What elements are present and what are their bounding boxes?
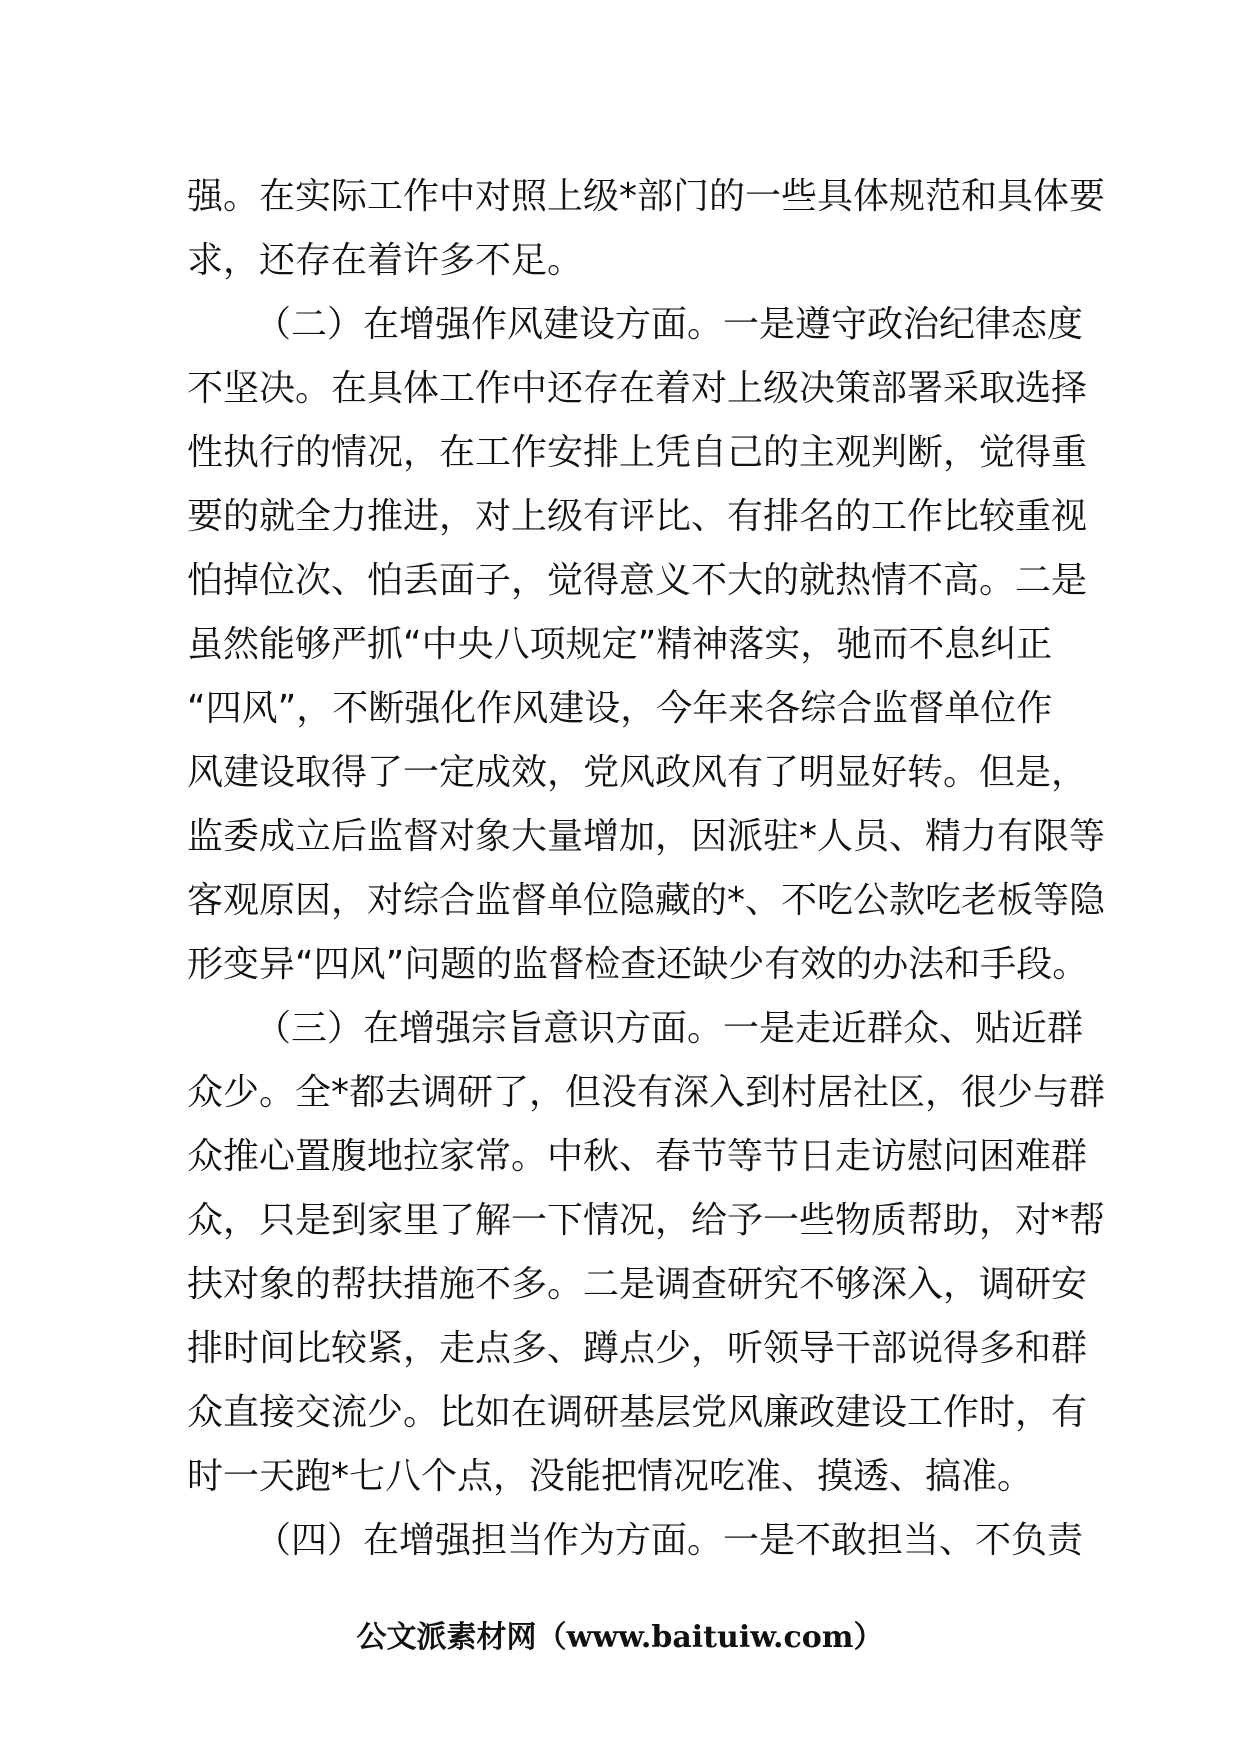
text-line: 求，还存在着许多不足。	[187, 240, 584, 281]
text-line: 众，只是到家里了解一下情况，给予一些物质帮助，对*帮	[187, 1200, 1106, 1241]
text-line: 客观原因，对综合监督单位隐藏的*、不吃公款吃老板等隐	[187, 880, 1106, 921]
text-line: 风建设取得了一定成效，党风政风有了明显好转。但是，	[187, 752, 1088, 793]
text-line: 众推心置腹地拉家常。中秋、春节等节日走访慰问困难群	[187, 1136, 1088, 1177]
text-line: 监委成立后监督对象大量增加，因派驻*人员、精力有限等	[187, 816, 1106, 857]
text-line: 虽然能够严抓“中央八项规定”精神落实，驰而不息纠正	[187, 624, 1053, 665]
text-line: 怕掉位次、怕丢面子，觉得意义不大的就热情不高。二是	[187, 560, 1088, 601]
text-line: 要的就全力推进，对上级有评比、有排名的工作比较重视	[187, 496, 1088, 537]
section-heading-line: （四）在增强担当作为方面。一是不敢担当、不负责	[255, 1520, 1084, 1561]
text-line: 不坚决。在具体工作中还存在着对上级决策部署采取选择	[187, 368, 1088, 409]
section-heading-line: （三）在增强宗旨意识方面。一是走近群众、贴近群	[255, 1008, 1084, 1049]
footer-watermark: 公文派素材网（www.baituiw.com）	[356, 1620, 884, 1655]
text-line: 扶对象的帮扶措施不多。二是调查研究不够深入，调研安	[187, 1264, 1088, 1305]
document-body	[187, 165, 1106, 1573]
text-line: 强。在实际工作中对照上级*部门的一些具体规范和具体要	[187, 176, 1106, 217]
text-line: 形变异“四风”问题的监督检查还缺少有效的办法和手段。	[187, 944, 1089, 985]
text-line: 性执行的情况，在工作安排上凭自己的主观判断，觉得重	[187, 432, 1088, 473]
section-heading-line: （二）在增强作风建设方面。一是遵守政治纪律态度	[255, 304, 1084, 345]
text-line: 众少。全*都去调研了，但没有深入到村居社区，很少与群	[187, 1072, 1106, 1113]
text-line: “四风”，不断强化作风建设，今年来各综合监督单位作	[187, 688, 1053, 729]
text-line: 时一天跑*七八个点，没能把情况吃准、摸透、搞准。	[187, 1456, 1034, 1497]
text-line: 排时间比较紧，走点多、蹲点少，听领导干部说得多和群	[187, 1328, 1088, 1369]
text-line: 众直接交流少。比如在调研基层党风廉政建设工作时，有	[187, 1392, 1088, 1433]
